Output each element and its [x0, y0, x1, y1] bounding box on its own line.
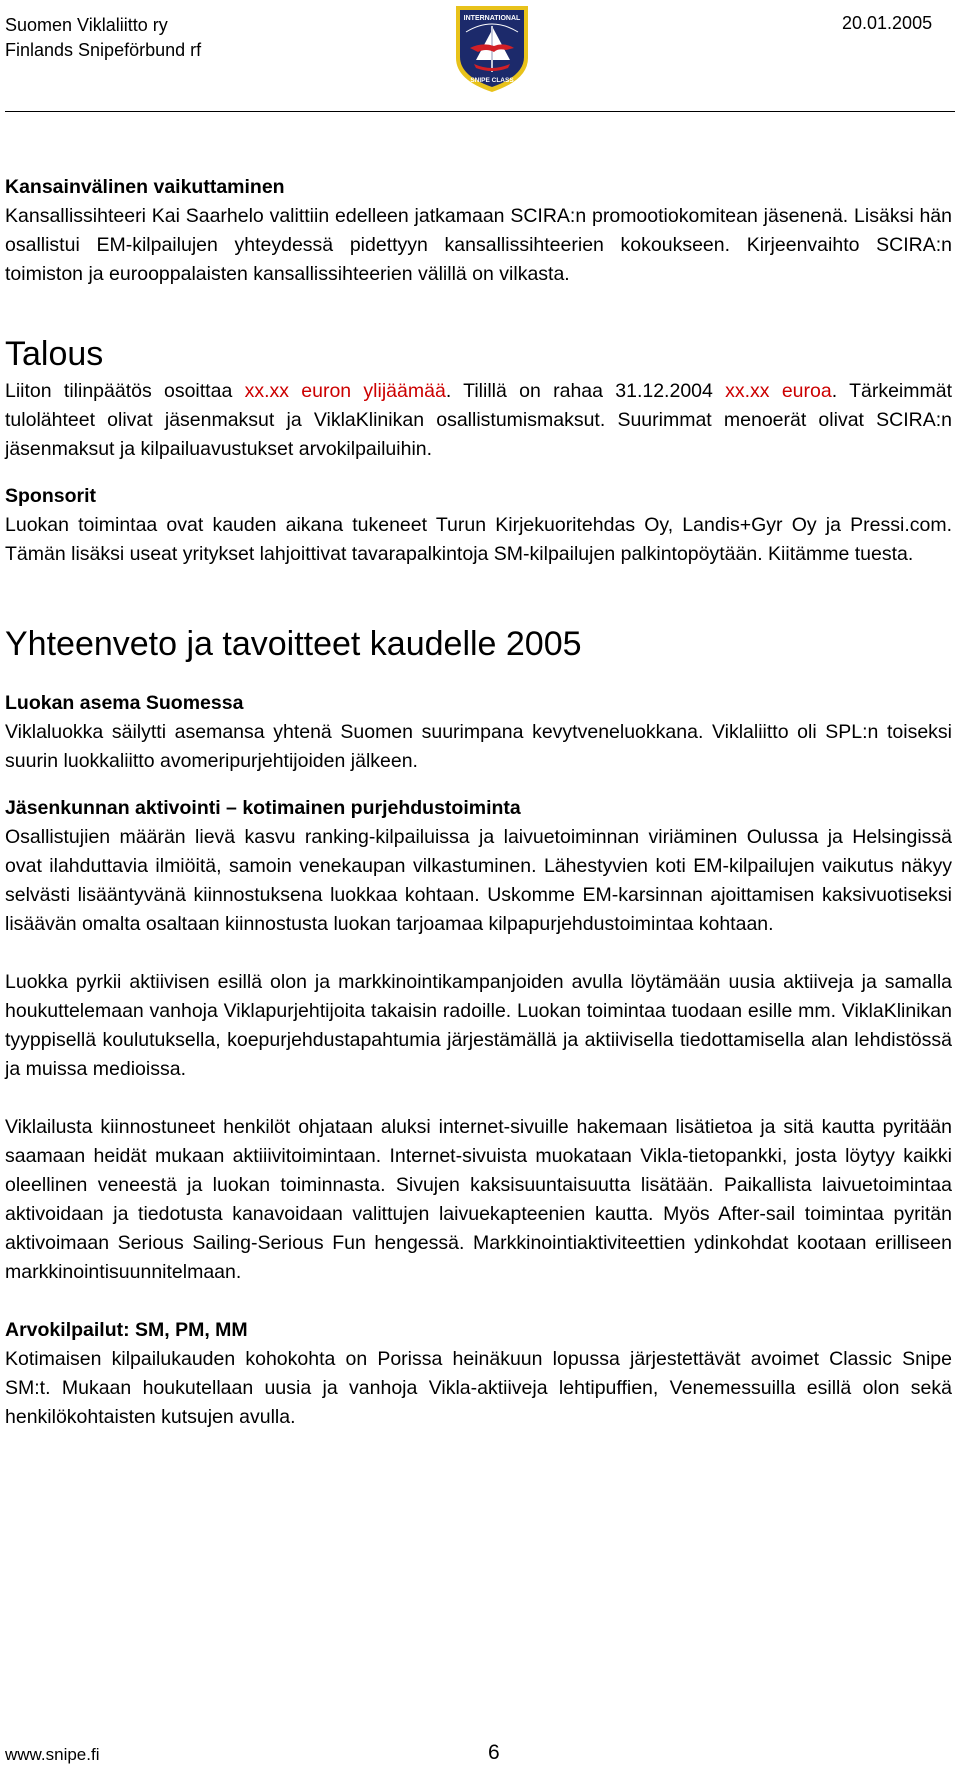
position-paragraph: Viklaluokka säilytti asemansa yhtenä Suomen suurimpana kevytveneluokkana. Viklaliitto oli SPL:n toiseksi suurin luokkaliitto avomeripurjehtijoiden jälkeen.: [5, 721, 952, 772]
org-name-swedish: Finlands Snipeförbund rf: [5, 40, 202, 60]
international-heading: Kansainvälinen vaikuttaminen: [5, 176, 285, 198]
surplus-placeholder: xx.xx euron ylijäämää: [244, 380, 446, 402]
sponsors-paragraph: Luokan toimintaa ovat kauden aikana tukeneet Turun Kirjekuoritehdas Oy, Landis+Gyr Oy ja Pressi.com. Tämän lisäksi useat yritykset lahjoittivat tavarapalkintoja SM-kilpailujen palkintopöytään. Kiitämme tuesta.: [5, 514, 952, 565]
finance-paragraph: [5, 377, 952, 464]
page-header: [0, 0, 960, 112]
org-name-finnish: Suomen Viklaliitto ry: [5, 15, 168, 35]
balance-placeholder: xx.xx euroa: [725, 380, 832, 402]
organization-name: [5, 13, 201, 63]
international-paragraph: Kansallissihteeri Kai Saarhelo valittiin edelleen jatkamaan SCIRA:n promootiokomitean jäsenenä. Lisäksi hän osallistui EM-kilpailujen yhteydessä pidettyyn kansallissihteerien kokoukseen. Kirjeenvaihto SCIRA:n toimiston ja eurooppalaisten kansallissihteerien välillä on vilkasta.: [5, 205, 952, 285]
championships-heading: Arvokilpailut: SM, PM, MM: [5, 1319, 248, 1341]
svg-text:SNIPE CLASS: SNIPE CLASS: [470, 77, 514, 84]
activation-paragraph-1: Osallistujien määrän lievä kasvu ranking-kilpailuissa ja laivuetoiminnan viriäminen Oulussa ja Helsingissä ovat ilahduttavia ilmiöitä, samoin venekaupan vilkastuminen. Lähestyvien koti EM-kilpailujen vaikutus näkyy selvästi lisääntyvänä kiinnostuksena luokkaa kohtaan. Uskomme EM-karsinnan ajoittamisen kaksivuotiseksi lisäävän omalta osaltaan kiinnostusta luokan tarjoamaa kilpapurjehdustoimintaa kohtaan.: [5, 826, 952, 935]
header-divider: [5, 111, 955, 112]
championships-paragraph: Kotimaisen kilpailukauden kohokohta on Porissa heinäkuun lopussa järjestettävät avoimet Classic Snipe SM:t. Mukaan houkutellaan uusia ja vanhoja Vikla-aktiiveja lehtipuffien, Venemessuilla esillä olon sekä henkilökohtaisten kutsujen avulla.: [5, 1348, 952, 1428]
activation-heading: Jäsenkunnan aktivointi – kotimainen purjehdustoiminta: [5, 797, 521, 819]
svg-text:INTERNATIONAL: INTERNATIONAL: [463, 15, 521, 22]
section-sponsors: [5, 482, 952, 569]
summary-title: Yhteenveto ja tavoitteet kaudelle 2005: [5, 625, 582, 663]
finance-text-e: . Tärkeimmät tulolähteet olivat jäsenmaksut ja ViklaKlinikan osallistumismaksut. Suurimmat menoerät olivat SCIRA:n jäsenmaksut ja kilpailuavustukset arvokilpailuihin.: [5, 380, 952, 460]
finance-text-c: . Tilillä on rahaa 31.12.2004: [445, 380, 726, 402]
page-number: 6: [488, 1741, 500, 1764]
section-international: [5, 173, 952, 289]
activation-paragraph-2: Luokka pyrkii aktiivisen esillä olon ja markkinointikampanjoiden avulla löytämään uusia aktiiveja ja samalla houkuttelemaan vanhoja Viklapurjehtijoita takaisin radoille. Luokan toimintaa tuodaan esille mm. ViklaKlinikan tyyppisellä koulutuksella, koepurjehdustapahtumia järjestämällä ja aktiivisella tiedottamisella alan lehdistössä ja muissa medioissa.: [5, 971, 952, 1080]
snipe-class-logo: [452, 2, 532, 94]
sponsors-heading: Sponsorit: [5, 485, 96, 507]
finance-text-a: Liiton tilinpäätös osoittaa: [5, 380, 245, 402]
document-body: [5, 173, 952, 1432]
section-finance: [5, 333, 952, 464]
section-summary: [5, 623, 952, 1432]
document-date: 20.01.2005: [842, 13, 933, 33]
position-heading: Luokan asema Suomessa: [5, 692, 244, 714]
activation-paragraph-3: Viklailusta kiinnostuneet henkilöt ohjataan aluksi internet-sivuille hakemaan lisätietoa ja sitä kautta pyritään saamaan heidät mukaan aktiiivitoimintaan. Internet-sivuista muokataan Vikla-tietopankki, josta löytyy kaikki oleellinen veneestä ja luokan toiminnasta. Sivujen kaksisuuntaisuutta lisätään. Paikallista laivuetoimintaa aktivoidaan ja tiedotusta kanavoidaan valittujen laivuekapteenien kautta. Myös After-sail toimintaa pyritän aktivoimaan Serious Sailing-Serious Fun hengessä. Markkinointiaktiviteettien ydinkohdat kootaan erilliseen markkinointisuunnitelmaan.: [5, 1116, 952, 1283]
footer-website: www.snipe.fi: [5, 1745, 100, 1764]
finance-title: Talous: [5, 335, 104, 373]
